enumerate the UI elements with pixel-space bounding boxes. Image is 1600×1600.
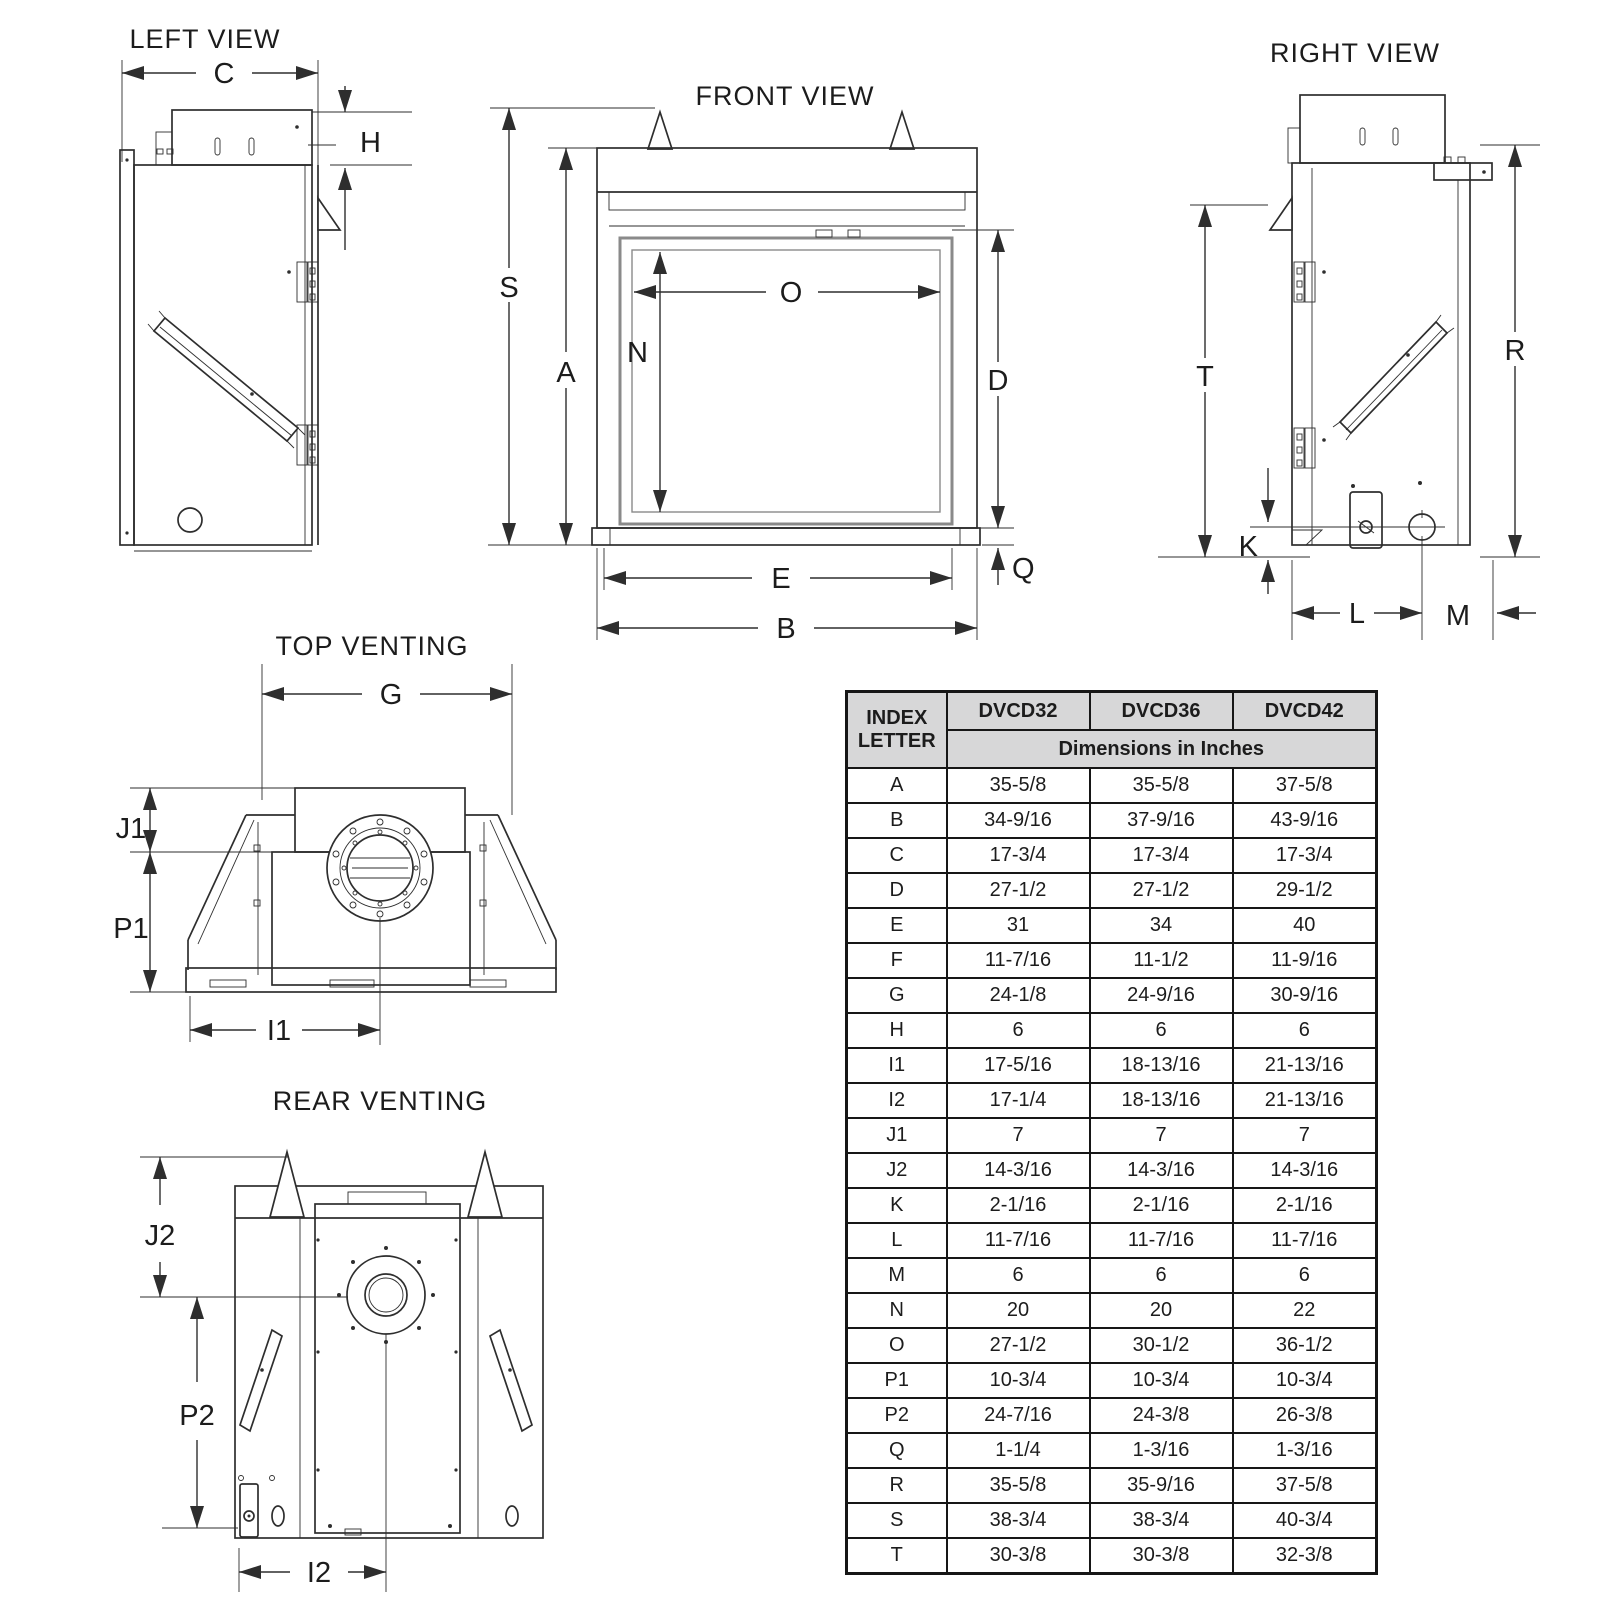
dim-label-q: Q	[1012, 553, 1035, 585]
vent-collar-rear	[337, 1246, 435, 1344]
dimension-value-cell-dvcd42: 10-3/4	[1233, 1363, 1377, 1398]
index-letter-cell: C	[847, 838, 947, 873]
dim-label-j1: J1	[115, 813, 147, 845]
index-letter-cell: F	[847, 943, 947, 978]
heat-shield-brace	[1333, 315, 1454, 440]
dimension-value-cell-dvcd32: 34-9/16	[947, 803, 1090, 838]
index-letter-cell: J2	[847, 1153, 947, 1188]
nailing-tab-left	[648, 112, 672, 149]
table-row	[847, 1223, 1377, 1258]
model-header-dvcd36: DVCD36	[1090, 692, 1233, 731]
dimension-value-cell-dvcd42: 1-3/16	[1233, 1433, 1377, 1468]
dimension-value-cell-dvcd42: 14-3/16	[1233, 1153, 1377, 1188]
dimension-value-cell-dvcd36: 34	[1090, 908, 1233, 943]
table-row	[847, 1363, 1377, 1398]
dimension-value-cell-dvcd42: 40	[1233, 908, 1377, 943]
dimension-value-cell-dvcd42: 11-9/16	[1233, 943, 1377, 978]
dim-label-s: S	[499, 272, 519, 304]
table-row	[847, 1538, 1377, 1574]
dim-label-a: A	[556, 357, 576, 389]
right-view-title: RIGHT VIEW	[1269, 38, 1441, 68]
dimension-value-cell-dvcd32: 35-5/8	[947, 768, 1090, 803]
gas-control-plate	[1350, 492, 1382, 548]
dimension-value-cell-dvcd32: 30-3/8	[947, 1538, 1090, 1574]
table-row	[847, 1468, 1377, 1503]
index-letter-cell: P2	[847, 1398, 947, 1433]
left-view-body	[120, 60, 340, 551]
dimension-value-cell-dvcd32: 24-7/16	[947, 1398, 1090, 1433]
dimension-value-cell-dvcd32: 6	[947, 1013, 1090, 1048]
dim-label-c: C	[213, 58, 235, 90]
index-letter-cell: M	[847, 1258, 947, 1293]
table-row	[847, 873, 1377, 908]
dim-label-m: M	[1445, 600, 1471, 632]
top-venting-title: TOP VENTING	[275, 631, 469, 661]
model-header-dvcd42: DVCD42	[1233, 692, 1377, 731]
table-row	[847, 1433, 1377, 1468]
dimension-value-cell-dvcd42: 7	[1233, 1118, 1377, 1153]
side-brace-left	[240, 1330, 282, 1431]
table-row	[847, 1118, 1377, 1153]
dimension-value-cell-dvcd32: 20	[947, 1293, 1090, 1328]
table-row	[847, 838, 1377, 873]
dimensions-table	[845, 690, 1378, 1575]
dimension-value-cell-dvcd42: 17-3/4	[1233, 838, 1377, 873]
table-row	[847, 943, 1377, 978]
index-letter-cell: A	[847, 768, 947, 803]
index-header-line1: INDEX	[866, 707, 928, 729]
dimension-value-cell-dvcd32: 1-1/4	[947, 1433, 1090, 1468]
index-letter-cell: N	[847, 1293, 947, 1328]
hinge-upper	[1294, 262, 1326, 302]
dimension-value-cell-dvcd32: 38-3/4	[947, 1503, 1090, 1538]
dimensions-table-header	[847, 692, 1377, 769]
table-row	[847, 1258, 1377, 1293]
dimension-value-cell-dvcd36: 2-1/16	[1090, 1188, 1233, 1223]
index-letter-cell: O	[847, 1328, 947, 1363]
hinge-lower	[1294, 428, 1326, 468]
dim-label-k: K	[1238, 531, 1258, 563]
dimension-value-cell-dvcd42: 22	[1233, 1293, 1377, 1328]
front-view-title: FRONT VIEW	[695, 81, 875, 111]
index-letter-header	[847, 692, 947, 769]
dimension-value-cell-dvcd36: 35-9/16	[1090, 1468, 1233, 1503]
dimension-value-cell-dvcd32: 17-5/16	[947, 1048, 1090, 1083]
dimension-value-cell-dvcd36: 38-3/4	[1090, 1503, 1233, 1538]
dimension-value-cell-dvcd32: 11-7/16	[947, 1223, 1090, 1258]
dimension-value-cell-dvcd42: 37-5/8	[1233, 768, 1377, 803]
table-row	[847, 803, 1377, 838]
dimension-value-cell-dvcd42: 40-3/4	[1233, 1503, 1377, 1538]
dim-label-l: L	[1348, 598, 1366, 630]
dim-label-h: H	[360, 127, 381, 159]
dimension-value-cell-dvcd32: 24-1/8	[947, 978, 1090, 1013]
table-row	[847, 1293, 1377, 1328]
side-brace-right	[490, 1330, 532, 1431]
dimension-value-cell-dvcd32: 27-1/2	[947, 873, 1090, 908]
table-row	[847, 1188, 1377, 1223]
dimension-value-cell-dvcd42: 36-1/2	[1233, 1328, 1377, 1363]
table-row	[847, 768, 1377, 803]
index-header-line2: LETTER	[857, 730, 936, 752]
dimensions-subheader: Dimensions in Inches	[947, 730, 1377, 768]
dimension-value-cell-dvcd42: 6	[1233, 1258, 1377, 1293]
front-view-body	[592, 112, 980, 545]
table-row	[847, 1013, 1377, 1048]
dimension-value-cell-dvcd36: 11-1/2	[1090, 943, 1233, 978]
nailing-tab-right	[890, 112, 914, 149]
dimension-value-cell-dvcd32: 11-7/16	[947, 943, 1090, 978]
index-letter-cell: D	[847, 873, 947, 908]
index-letter-cell: I2	[847, 1083, 947, 1118]
index-letter-cell: I1	[847, 1048, 947, 1083]
index-letter-cell: S	[847, 1503, 947, 1538]
dimension-value-cell-dvcd32: 7	[947, 1118, 1090, 1153]
dim-label-e: E	[771, 563, 791, 595]
index-letter-cell: Q	[847, 1433, 947, 1468]
dimension-value-cell-dvcd36: 17-3/4	[1090, 838, 1233, 873]
dimension-value-cell-dvcd36: 24-9/16	[1090, 978, 1233, 1013]
dimension-value-cell-dvcd32: 17-3/4	[947, 838, 1090, 873]
heat-shield-brace	[148, 311, 305, 448]
right-view-dimensions	[1158, 145, 1540, 640]
index-letter-cell: B	[847, 803, 947, 838]
dimension-value-cell-dvcd36: 10-3/4	[1090, 1363, 1233, 1398]
dimension-value-cell-dvcd42: 21-13/16	[1233, 1048, 1377, 1083]
dimension-value-cell-dvcd36: 24-3/8	[1090, 1398, 1233, 1433]
dimension-value-cell-dvcd42: 43-9/16	[1233, 803, 1377, 838]
dimension-value-cell-dvcd36: 1-3/16	[1090, 1433, 1233, 1468]
dimension-value-cell-dvcd36: 18-13/16	[1090, 1083, 1233, 1118]
index-letter-cell: H	[847, 1013, 947, 1048]
index-letter-cell: G	[847, 978, 947, 1013]
dim-label-j2: J2	[144, 1220, 176, 1252]
right-view-body	[1250, 95, 1492, 548]
top-venting-drawing	[100, 620, 600, 1060]
table-row	[847, 1398, 1377, 1433]
index-letter-cell: E	[847, 908, 947, 943]
gas-inlet-hole	[178, 508, 202, 532]
dimension-value-cell-dvcd42: 11-7/16	[1233, 1223, 1377, 1258]
dim-label-p1: P1	[113, 913, 149, 945]
dim-label-r: R	[1504, 335, 1526, 367]
dimension-value-cell-dvcd36: 14-3/16	[1090, 1153, 1233, 1188]
dimension-value-cell-dvcd42: 30-9/16	[1233, 978, 1377, 1013]
table-row	[847, 978, 1377, 1013]
index-letter-cell: K	[847, 1188, 947, 1223]
dim-label-i1: I1	[266, 1015, 292, 1047]
rear-venting-body	[235, 1152, 543, 1592]
dimension-value-cell-dvcd36: 20	[1090, 1293, 1233, 1328]
index-letter-cell: L	[847, 1223, 947, 1258]
dim-label-b: B	[776, 613, 796, 645]
dimension-value-cell-dvcd32: 2-1/16	[947, 1188, 1090, 1223]
dimension-value-cell-dvcd32: 31	[947, 908, 1090, 943]
dimension-value-cell-dvcd42: 37-5/8	[1233, 1468, 1377, 1503]
dimension-value-cell-dvcd42: 29-1/2	[1233, 873, 1377, 908]
rear-venting-title: REAR VENTING	[272, 1086, 488, 1116]
dim-label-p2: P2	[179, 1400, 215, 1432]
table-row	[847, 1153, 1377, 1188]
dimension-value-cell-dvcd42: 32-3/8	[1233, 1538, 1377, 1574]
rear-venting-drawing	[100, 1080, 600, 1600]
dimension-value-cell-dvcd36: 35-5/8	[1090, 768, 1233, 803]
dimension-value-cell-dvcd36: 6	[1090, 1258, 1233, 1293]
dimension-value-cell-dvcd36: 7	[1090, 1118, 1233, 1153]
bottom-flange	[592, 528, 980, 545]
left-view-drawing	[90, 10, 420, 600]
dimension-value-cell-dvcd32: 27-1/2	[947, 1328, 1090, 1363]
dim-label-g: G	[379, 679, 403, 711]
vent-collar-top	[327, 815, 433, 921]
top-venting-dimensions	[113, 664, 512, 1047]
dimension-value-cell-dvcd32: 6	[947, 1258, 1090, 1293]
index-letter-cell: J1	[847, 1118, 947, 1153]
right-view-drawing	[1150, 20, 1545, 650]
table-row	[847, 908, 1377, 943]
top-venting-body	[186, 788, 556, 1045]
dimension-value-cell-dvcd36: 37-9/16	[1090, 803, 1233, 838]
dimension-value-cell-dvcd32: 17-1/4	[947, 1083, 1090, 1118]
dimension-value-cell-dvcd36: 30-3/8	[1090, 1538, 1233, 1574]
model-header-dvcd32: DVCD32	[947, 692, 1090, 731]
dimensions-table-body	[847, 768, 1377, 1574]
dimension-value-cell-dvcd36: 6	[1090, 1013, 1233, 1048]
dim-label-d: D	[987, 365, 1009, 397]
dim-label-o: O	[779, 277, 803, 309]
table-row	[847, 1048, 1377, 1083]
dimension-value-cell-dvcd42: 26-3/8	[1233, 1398, 1377, 1433]
hinge-upper	[287, 262, 318, 302]
dim-label-i2: I2	[306, 1557, 332, 1589]
dim-label-n: N	[627, 337, 648, 369]
index-letter-cell: P1	[847, 1363, 947, 1398]
nailing-tab-left	[270, 1152, 304, 1217]
dimension-value-cell-dvcd42: 2-1/16	[1233, 1188, 1377, 1223]
index-letter-cell: T	[847, 1538, 947, 1574]
dimension-value-cell-dvcd36: 27-1/2	[1090, 873, 1233, 908]
dimension-value-cell-dvcd32: 10-3/4	[947, 1363, 1090, 1398]
dimension-value-cell-dvcd36: 30-1/2	[1090, 1328, 1233, 1363]
dimension-value-cell-dvcd32: 35-5/8	[947, 1468, 1090, 1503]
dimension-value-cell-dvcd42: 21-13/16	[1233, 1083, 1377, 1118]
table-row	[847, 1328, 1377, 1363]
dimension-value-cell-dvcd36: 11-7/16	[1090, 1223, 1233, 1258]
dim-label-t: T	[1196, 361, 1214, 393]
table-row	[847, 1083, 1377, 1118]
dimension-value-cell-dvcd36: 18-13/16	[1090, 1048, 1233, 1083]
left-view-title: LEFT VIEW	[129, 24, 281, 54]
dimension-value-cell-dvcd42: 6	[1233, 1013, 1377, 1048]
index-letter-cell: R	[847, 1468, 947, 1503]
table-row	[847, 1503, 1377, 1538]
dimension-value-cell-dvcd32: 14-3/16	[947, 1153, 1090, 1188]
nailing-tab-right	[468, 1152, 502, 1217]
front-view-drawing	[470, 80, 1060, 650]
